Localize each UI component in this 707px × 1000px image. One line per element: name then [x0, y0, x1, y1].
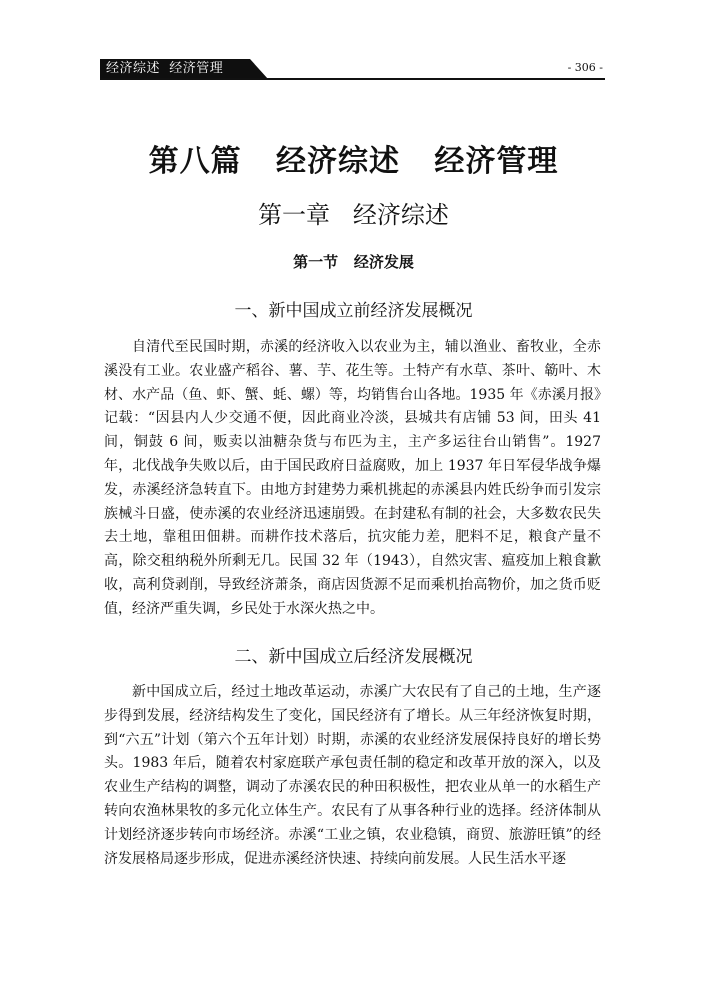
body-paragraph: 自清代至民国时期，赤溪的经济收入以农业为主，辅以渔业、畜牧业，全赤溪没有工业。农业盛产稻谷、薯、芋、花生等。土特产有水草、茶叶、簕叶、木材、水产品（鱼、虾、蟹、蚝、螺）等，均销售台山各地。1935 年《赤溪月报》记载：“因县内人少交通不便，因此商业冷淡，县城共有店铺 53 间，田头 41 间，铜鼓 6 间，贩卖以油糖杂货与布匹为主，主产多运往台山销售”。1927 年，北伐战争失败以后，由于国民政府日益腐败，加上 1937 年日军侵华战争爆发，赤溪经济急转直下。由地方封建势力乘机挑起的赤溪县内姓氏纷争而引发宗族械斗日盛，使赤溪的农业经济迅速崩毁。在封建私有制的社会，大多数农民失去土地，靠租田佃耕。而耕作技术落后，抗灾能力差，肥料不足，粮食产量不高，除交租纳税外所剩无几。民国 32 年（1943），自然灾害、瘟疫加上粮食歉收，高利贷剥削，导致经济萧条，商店因货源不足而乘机抬高物价，加之货币贬值，经济严重失调，乡民处于水深火热之中。: [104, 339, 601, 617]
running-header-title: 经济综述 经济管理: [106, 61, 224, 76]
section-title: 第一节 经济发展: [293, 253, 414, 271]
subsection-heading: 一、新中国成立前经济发展概况: [234, 301, 473, 321]
part-title: 第八篇 经济综述 经济管理: [148, 144, 559, 179]
page-number: - 306 -: [567, 61, 603, 74]
body-paragraph: 新中国成立后，经过土地改革运动，赤溪广大农民有了自己的土地，生产逐步得到发展，经济结构发生了变化，国民经济有了增长。从三年经济恢复时期，到“六五”计划（第六个五年计划）时期，赤溪的农业经济发展保持良好的增长势头。1983 年后，随着农村家庭联产承包责任制的稳定和改革开放的深入，以及农业生产结构的调整，调动了赤溪农民的种田积极性，把农业从单一的水稻生产转向农渔林果牧的多元化立体生产。农民有了从事各种行业的选择。经济体制从计划经济逐步转向市场经济。赤溪“工业之镇，农业稳镇，商贸、旅游旺镇”的经济发展格局逐步形成，促进赤溪经济快速、持续向前发展。人民生活水平逐: [104, 684, 601, 867]
subsection-heading: 二、新中国成立后经济发展概况: [234, 647, 473, 667]
chapter-title: 第一章 经济综述: [258, 201, 449, 229]
header-rule: [100, 78, 605, 80]
